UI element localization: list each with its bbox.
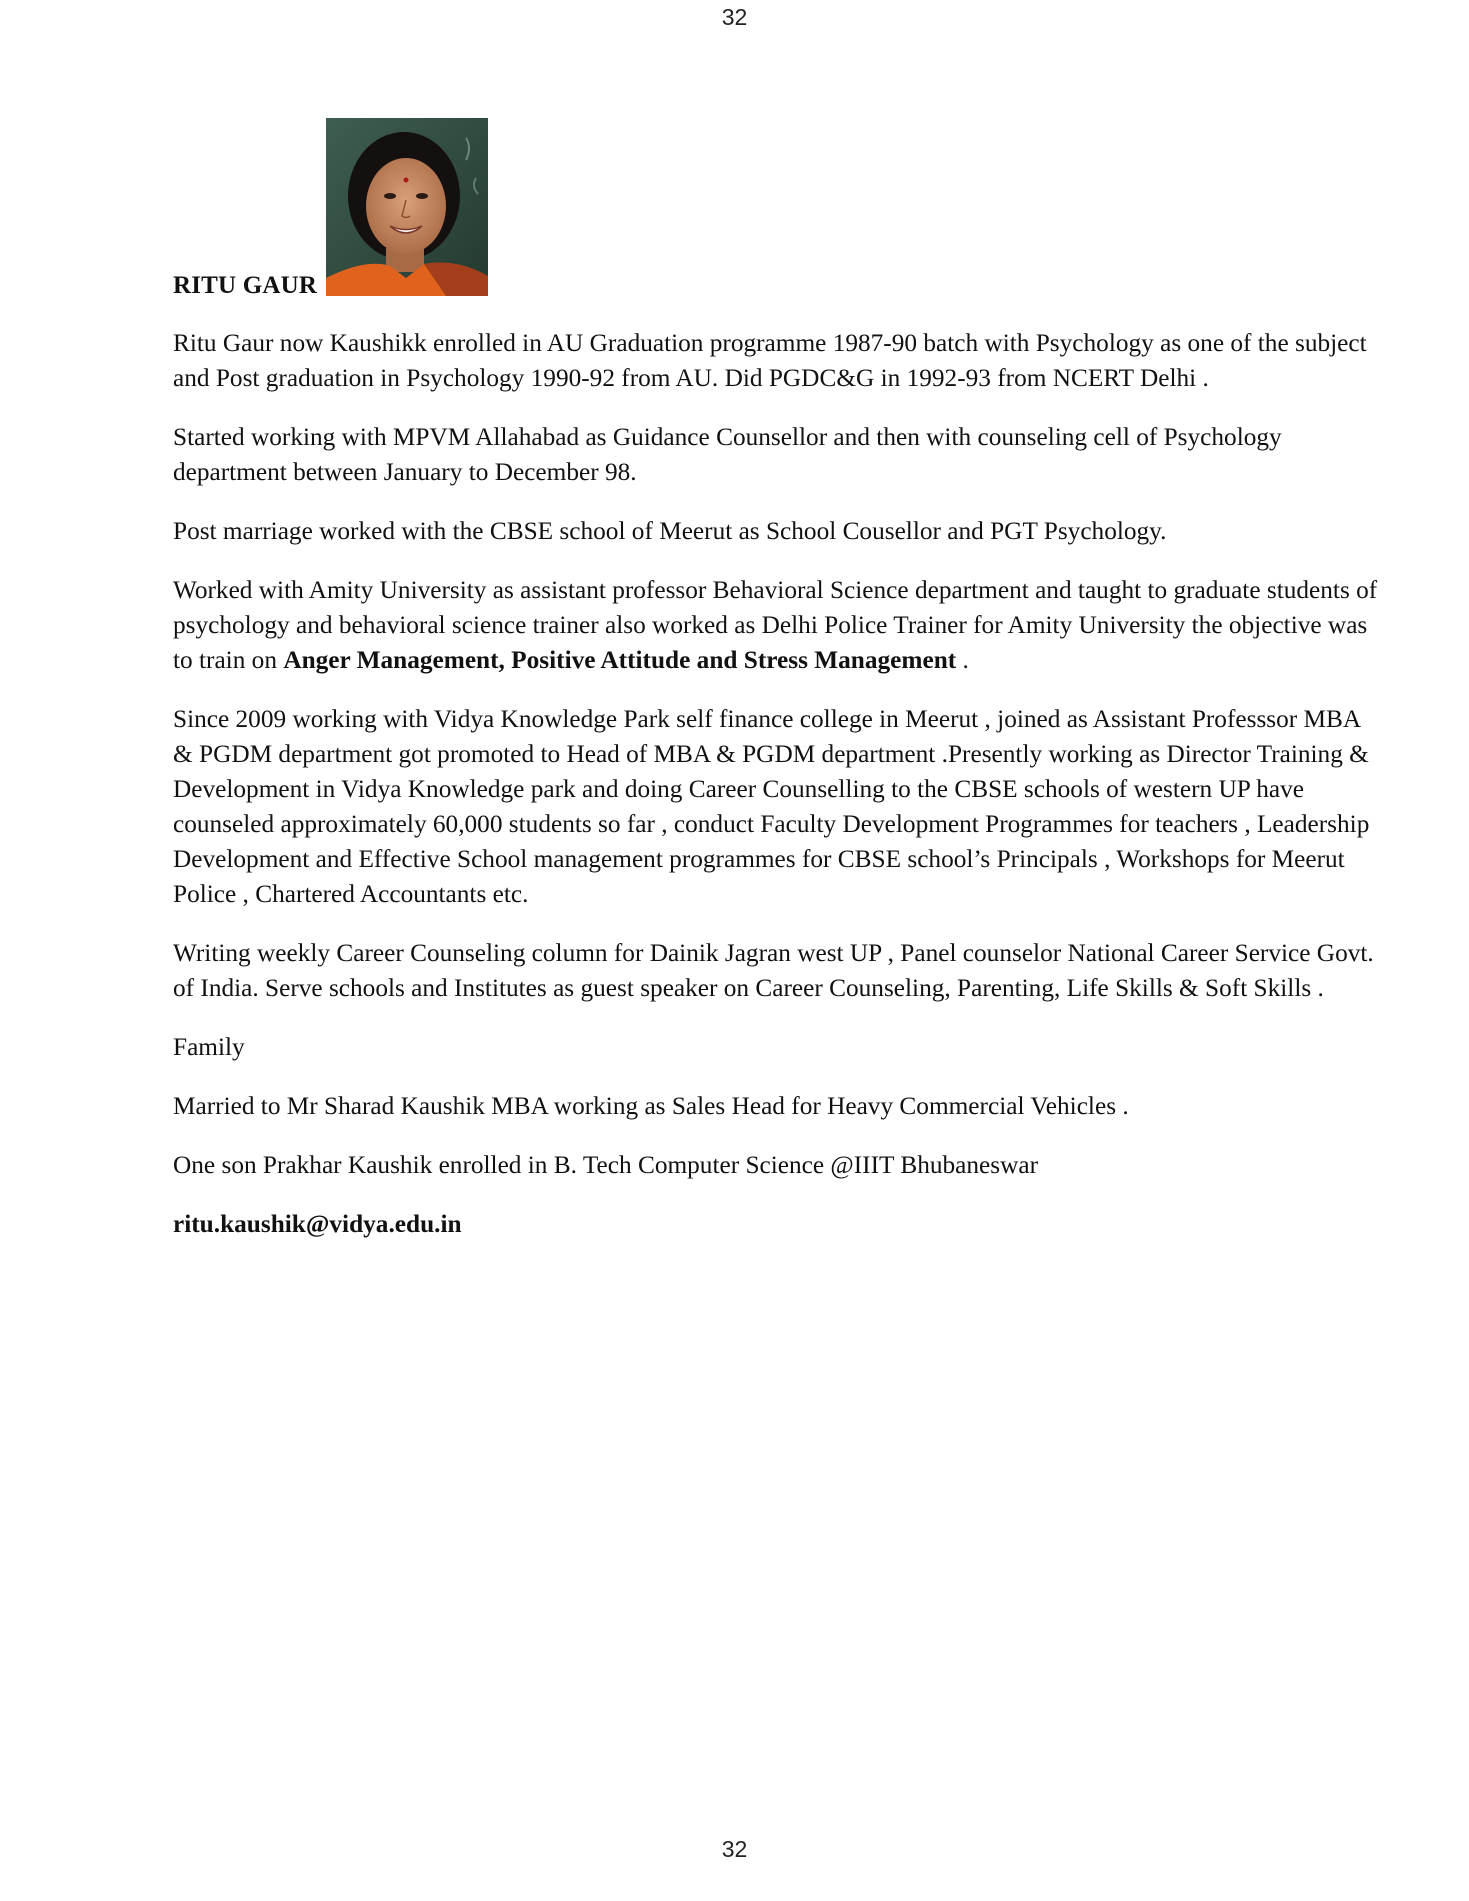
bio-paragraph-vidya: Since 2009 working with Vidya Knowledge Park self finance college in Meerut , joined as Assistant Professsor MBA & PGDM department got promoted to Head of MBA & PGDM department .Presently working as Director Training & Development in Vidya Knowledge park and doing Career Counselling to the CBSE schools of western UP have counseled approximately 60,000 students so far , conduct Faculty Development Programmes for teachers , Leadership Development and Effective School management programmes for CBSE school’s Principals , Workshops for Meerut Police , Chartered Accountants etc. — [173, 705, 1370, 908]
profile-photo — [326, 118, 488, 296]
bio-paragraph-early-career: Started working with MPVM Allahabad as Guidance Counsellor and then with counseling cell of Psychology department between January to December 98. — [173, 423, 1282, 486]
bio-paragraph-writing: Writing weekly Career Counseling column for Dainik Jagran west UP , Panel counselor National Career Service Govt. of India. Serve schools and Institutes as guest speaker on Career Counseling, Parenting, Life Skills & Soft Skills . — [173, 939, 1374, 1002]
amity-text: Worked with Amity University as assistant professor Behavioral Science department and taught to graduate students of psychology and behavioral science trainer also worked as Delhi Police Trainer for Amity University the objective was to train on — [173, 576, 1378, 674]
bio-paragraph-education: Ritu Gaur now Kaushikk enrolled in AU Graduation programme 1987-90 batch with Psychology as one of the subject and Post graduation in Psychology 1990-92 from AU. Did PGDC&G in 1992-93 from NCERT Delhi . — [173, 329, 1367, 392]
family-heading: Family — [173, 1033, 245, 1061]
family-son: One son Prakhar Kaushik enrolled in B. Tech Computer Science @IIIT Bhubaneswar — [173, 1151, 1039, 1179]
bio-paragraph-cbse: Post marriage worked with the CBSE school of Meerut as School Cousellor and PGT Psychology. — [173, 517, 1167, 545]
page-number-bottom: 32 — [721, 1836, 748, 1862]
email-address — [173, 1207, 1383, 1242]
amity-training-topics: Anger Management, Positive Attitude and Stress Management — [283, 646, 957, 674]
family-spouse: Married to Mr Sharad Kaushik MBA working as Sales Head for Heavy Commercial Vehicles . — [173, 1092, 1129, 1120]
amity-text-end: . — [956, 646, 969, 674]
bio-paragraph-amity — [173, 573, 1383, 678]
email-text: ritu.kaushik@vidya.edu.in — [173, 1210, 462, 1238]
page-number-top: 32 — [721, 4, 748, 30]
biography — [173, 326, 1383, 1266]
person-name: RITU GAUR — [173, 272, 318, 299]
